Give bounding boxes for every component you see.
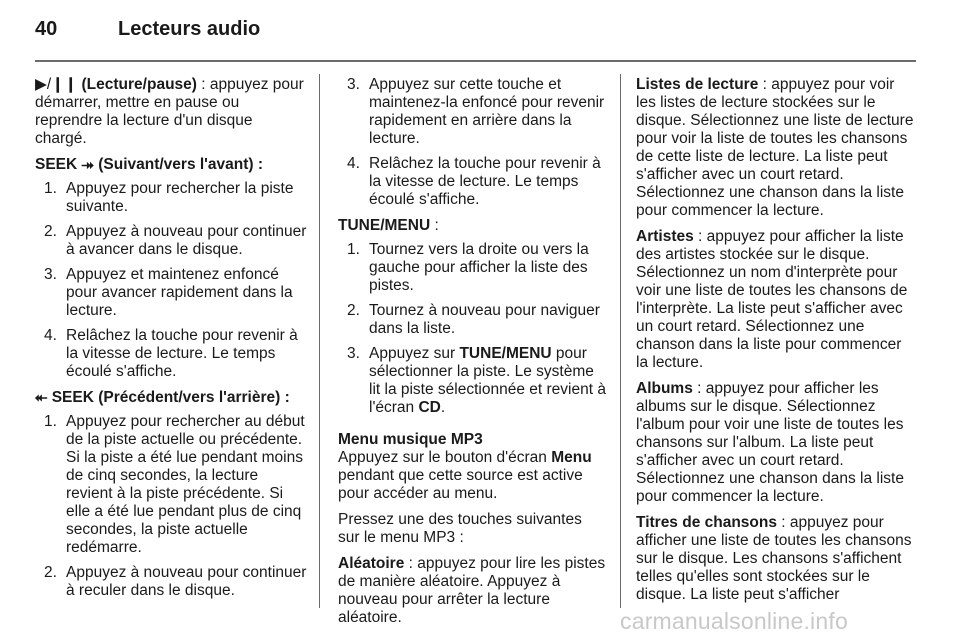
mp3-instruction: Pressez une des touches suivantes sur le menu MP3 : [338,511,582,546]
song-titles-text: : appuyez pour afficher une liste de toutes les chansons sur le disque. Les chansons s'affichent telles qu'elles sont stockées sur le disque. La liste peut s'afficher [636,514,912,603]
albums-text: : appuyez pour afficher les albums sur le disque. Sélectionnez l'album pour voir une liste de toutes les chansons sur l'album. La liste peut s'afficher avec un court retard. Sélectionnez une chanson dans la liste pour commencer la lecture. [636,380,904,505]
mp3-intro-paragraph [338,449,606,503]
song-titles-label: Titres de chansons [636,514,777,531]
tune-menu-label: TUNE/MENU [338,217,431,234]
seek-next-steps [35,180,307,381]
aleatoire-paragraph [338,555,606,627]
list-item: 3. Appuyez sur cette touche et maintenez-la enfoncé pour revenir rapidement en arrière dans la lecture. [347,76,605,147]
seek-next-heading-post: (Suivant/vers l'avant) : [93,156,263,173]
play-pause-text: : appuyez pour démarrer, mettre en pause ou reprendre la lecture d'un disque chargé. [35,76,304,147]
column-divider-2 [620,74,621,608]
mp3-intro-text-end: pendant que cette source est active pour accéder au menu. [338,467,583,502]
playlists-text: : appuyez pour voir les listes de lecture stockées sur le disque. Sélectionnez une liste de lecture pour voir la liste de toutes les chansons de cette liste de lecture. La liste peut s'afficher avec un court retard. Sélectionnez une chanson dans la liste pour commencer la lecture. [636,76,914,219]
play-pause-label: (Lecture/pause) [81,76,197,93]
seek-prev-steps-continued [338,76,606,209]
artists-paragraph [636,228,916,372]
list-item: 1. Tournez vers la droite ou vers la gauche pour afficher la liste des pistes. [347,241,589,294]
step-text: Appuyez et maintenez enfoncé pour avancer rapidement dans la lecture. [66,266,293,319]
albums-paragraph [636,380,916,506]
mp3-menu-heading: Menu musique MP3 [338,431,483,448]
page-title: Lecteurs audio [118,18,261,40]
list-item: 2. Appuyez à nouveau pour continuer à avancer dans le disque. [44,223,307,258]
aleatoire-label: Aléatoire [338,555,405,572]
list-item: 1. Appuyez pour rechercher au début de la piste actuelle ou précédente. Si la piste a été lue pendant moins de cinq secondes, la lecture revient à la piste précédente. Si elle a été lue pendant plus de cinq secondes, la piste actuelle redémarre. [44,413,305,556]
tune-menu-heading [338,217,606,235]
albums-label: Albums [636,380,693,397]
header-rule [35,60,916,62]
mp3-intro-text: Appuyez sur le bouton d'écran [338,449,552,466]
play-pause-icon: ▶/❙❙ [35,76,78,93]
step-text: Tournez vers la droite ou vers la gauche pour afficher la liste des pistes. [369,241,589,294]
step-text: . [440,399,446,416]
list-item: 3. Appuyez sur TUNE/MENU pour sélectionner la piste. Le système lit la piste sélectionnée et revient à l'écran CD. [347,345,606,416]
seek-prev-heading [35,389,307,407]
step-text: Tournez à nouveau pour naviguer dans la liste. [369,302,600,337]
artists-label: Artistes [636,228,694,245]
tune-menu-steps [338,241,606,417]
step-text: pour sélectionner la piste. Le système lit la piste sélectionnée et revient à l'écran [369,345,606,416]
column-divider-1 [319,74,320,608]
step-text: Appuyez à nouveau pour continuer à reculer dans le disque. [66,564,307,599]
step-text: Appuyez pour rechercher au début de la piste actuelle ou précédente. Si la piste a été lue pendant moins de cinq secondes, la lecture revient à la piste précédente. Si elle a été lue pendant plus de cinq secondes, la piste actuelle redémarre. [66,413,305,556]
step-text: Relâchez la touche pour revenir à la vitesse de lecture. Le temps écoulé s'affiche. [66,327,298,380]
step-text: Relâchez la touche pour revenir à la vitesse de lecture. Le temps écoulé s'affiche. [369,155,601,208]
playlists-paragraph [636,76,916,220]
seek-prev-heading-text: SEEK (Précédent/vers l'arrière) : [47,389,290,406]
menu-label: Menu [551,449,592,466]
list-item: 4. Relâchez la touche pour revenir à la vitesse de lecture. Le temps écoulé s'affiche. [347,155,601,208]
seek-next-heading-pre: SEEK [35,156,82,173]
page-number: 40 [35,18,58,40]
watermark: carmanualsonline.info [620,608,848,634]
seek-prev-steps [35,413,307,600]
song-titles-paragraph [636,514,916,604]
list-item: 3. Appuyez et maintenez enfoncé pour avancer rapidement dans la lecture. [44,266,293,319]
list-item: 2. Appuyez à nouveau pour continuer à reculer dans le disque. [44,564,307,599]
seek-next-heading [35,156,307,174]
step-text: Appuyez à nouveau pour continuer à avancer dans le disque. [66,223,307,258]
step-bold: TUNE/MENU [459,345,552,362]
list-item: 1. Appuyez pour rechercher la piste suivante. [44,180,294,215]
step-text: Appuyez sur cette touche et maintenez-la enfoncé pour revenir rapidement en arrière dans la lecture. [369,76,605,147]
rewind-icon: ⯬ [35,389,48,406]
tune-menu-suffix: : [430,217,439,234]
aleatoire-text: : appuyez pour lire les pistes de manière aléatoire. Appuyez à nouveau pour arrêter la lecture aléatoire. [338,555,606,626]
fast-forward-icon: ⯮ [81,156,94,173]
step-bold: CD [418,399,441,416]
column-1 [35,76,307,608]
play-pause-paragraph [35,76,307,148]
artists-text: : appuyez pour afficher la liste des artistes stockée sur le disque. Sélectionnez un nom d'interprète pour voir une liste de toutes les chansons de l'interprète. La liste peut s'afficher avec un court retard. Sélectionnez une chanson dans la liste pour commencer la lecture. [636,228,908,371]
step-text: Appuyez sur [369,345,460,362]
list-item: 2. Tournez à nouveau pour naviguer dans la liste. [347,302,600,337]
column-3 [636,76,916,612]
column-2 [338,76,606,635]
list-item: 4. Relâchez la touche pour revenir à la vitesse de lecture. Le temps écoulé s'affiche. [44,327,298,380]
step-text: Appuyez pour rechercher la piste suivante. [66,180,294,215]
playlists-label: Listes de lecture [636,76,759,93]
